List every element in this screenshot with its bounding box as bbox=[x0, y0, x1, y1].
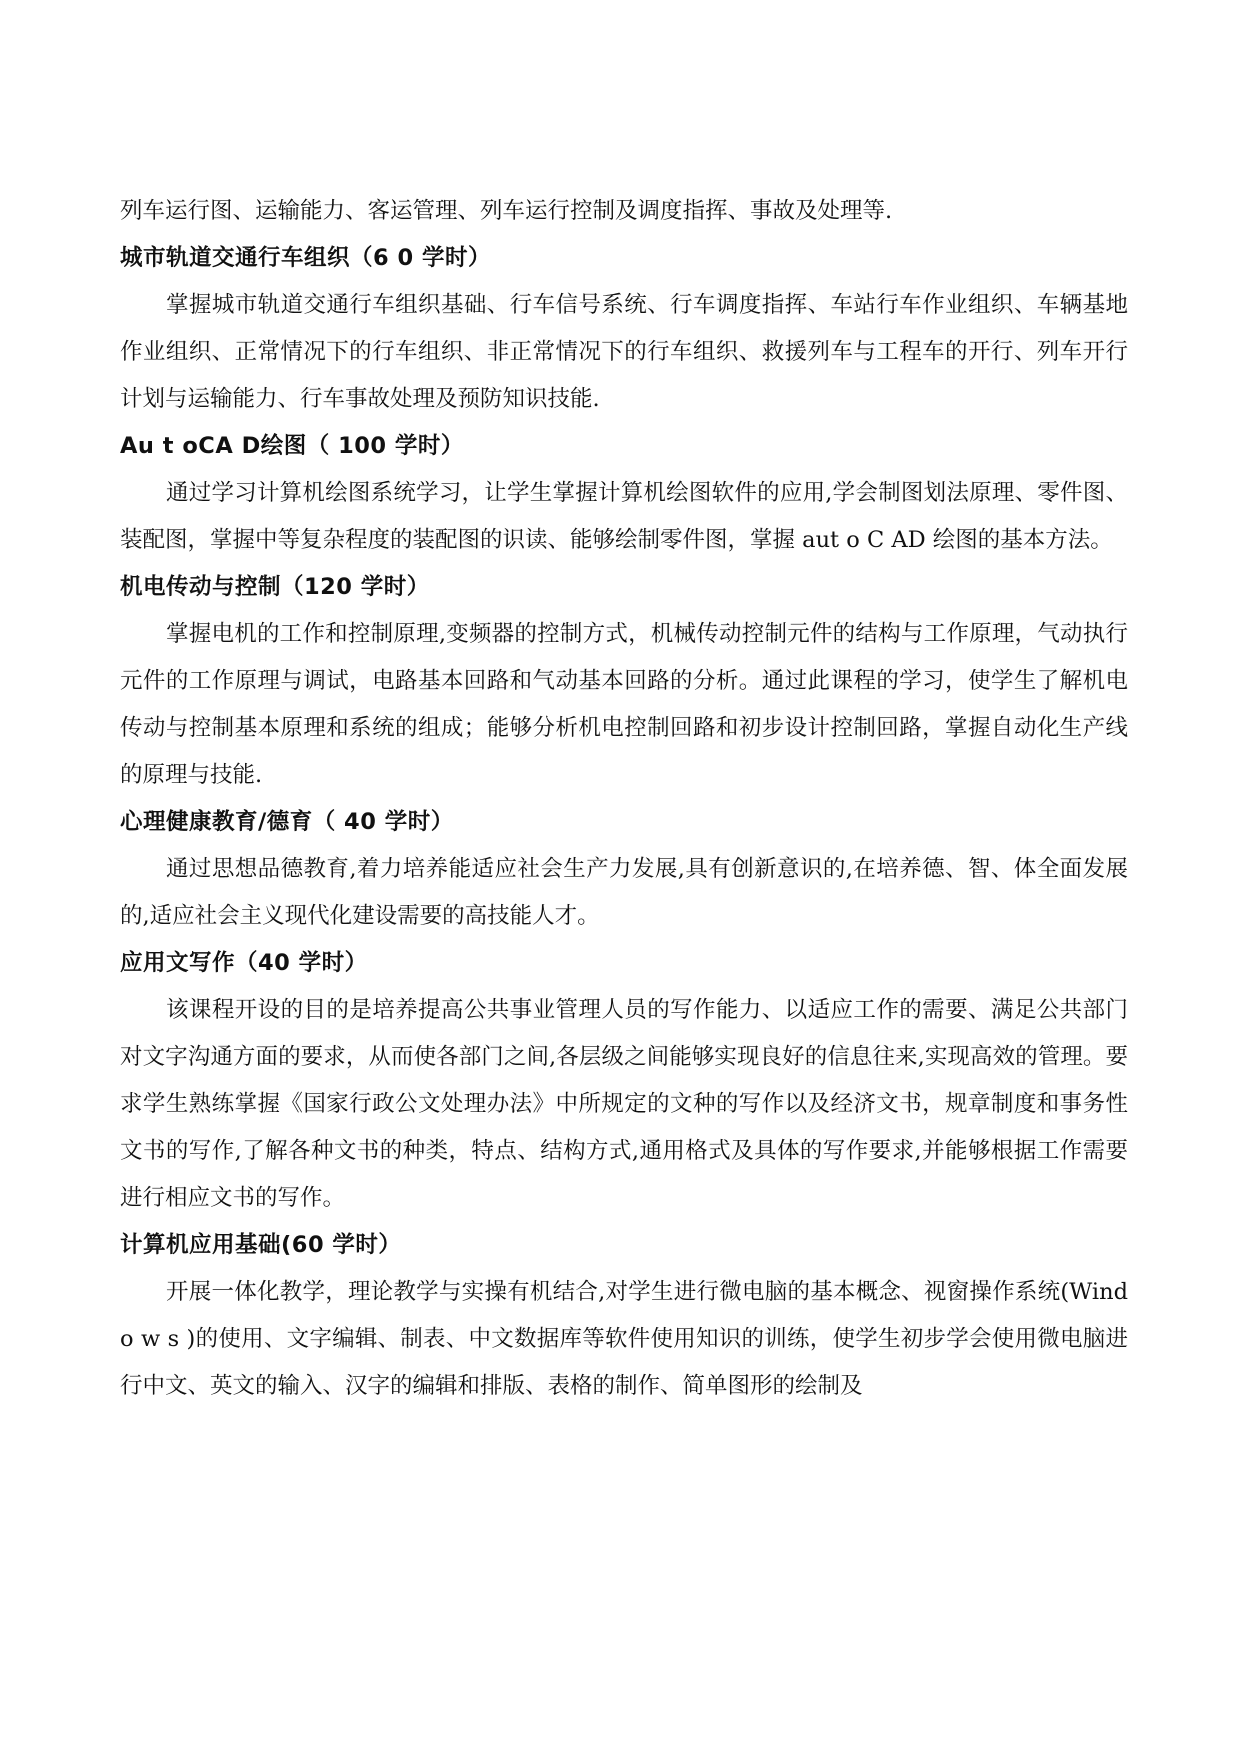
document-page bbox=[120, 188, 1128, 1410]
section-heading-autocad: Au t oCA D绘图（ 100 学时） bbox=[120, 433, 464, 459]
section-body-computer-basics: 开展一体化教学，理论教学与实操有机结合,对学生进行微电脑的基本概念、视窗操作系统(Wind o w s )的使用、文字编辑、制表、中文数据库等软件使用知识的训练，使学生初步学会使用微电脑进行中文、英文的输入、汉字的编辑和排版、表格的制作、简单图形的绘制及 bbox=[120, 1279, 1128, 1399]
section-heading-train-operation: 城市轨道交通行车组织（6 0 学时） bbox=[120, 245, 491, 271]
section-heading-electromechanical: 机电传动与控制（120 学时） bbox=[120, 574, 430, 600]
section-body-electromechanical: 掌握电机的工作和控制原理,变频器的控制方式，机械传动控制元件的结构与工作原理，气动执行元件的工作原理与调试，电路基本回路和气动基本回路的分析。通过此课程的学习，使学生了解机电传动与控制基本原理和系统的组成；能够分析机电控制回路和初步设计控制回路，掌握自动化生产线的原理与技能. bbox=[120, 621, 1128, 788]
section-body-mental-health: 通过思想品德教育,着力培养能适应社会生产力发展,具有创新意识的,在培养德、智、体全面发展的,适应社会主义现代化建设需要的高技能人才。 bbox=[120, 856, 1128, 929]
section-body-applied-writing: 该课程开设的目的是培养提高公共事业管理人员的写作能力、以适应工作的需要、满足公共部门对文字沟通方面的要求，从而使各部门之间,各层级之间能够实现良好的信息往来,实现高效的管理。要求学生熟练掌握《国家行政公文处理办法》中所规定的文种的写作以及经济文书，规章制度和事务性文书的写作,了解各种文书的种类，特点、结构方式,通用格式及具体的写作要求,并能够根据工作需要进行相应文书的写作。 bbox=[120, 997, 1128, 1211]
section-body-autocad: 通过学习计算机绘图系统学习，让学生掌握计算机绘图软件的应用,学会制图划法原理、零件图、装配图，掌握中等复杂程度的装配图的识读、能够绘制零件图，掌握 aut o C AD 绘图的基本方法。 bbox=[120, 480, 1128, 553]
section-heading-computer-basics: 计算机应用基础(60 学时） bbox=[120, 1232, 402, 1258]
section-heading-applied-writing: 应用文写作（40 学时） bbox=[120, 950, 368, 976]
continued-paragraph: 列车运行图、运输能力、客运管理、列车运行控制及调度指挥、事故及处理等. bbox=[120, 198, 893, 224]
section-heading-mental-health: 心理健康教育/德育（ 40 学时） bbox=[120, 809, 454, 835]
section-body-train-operation: 掌握城市轨道交通行车组织基础、行车信号系统、行车调度指挥、车站行车作业组织、车辆基地作业组织、正常情况下的行车组织、非正常情况下的行车组织、救援列车与工程车的开行、列车开行计划与运输能力、行车事故处理及预防知识技能. bbox=[120, 292, 1128, 412]
